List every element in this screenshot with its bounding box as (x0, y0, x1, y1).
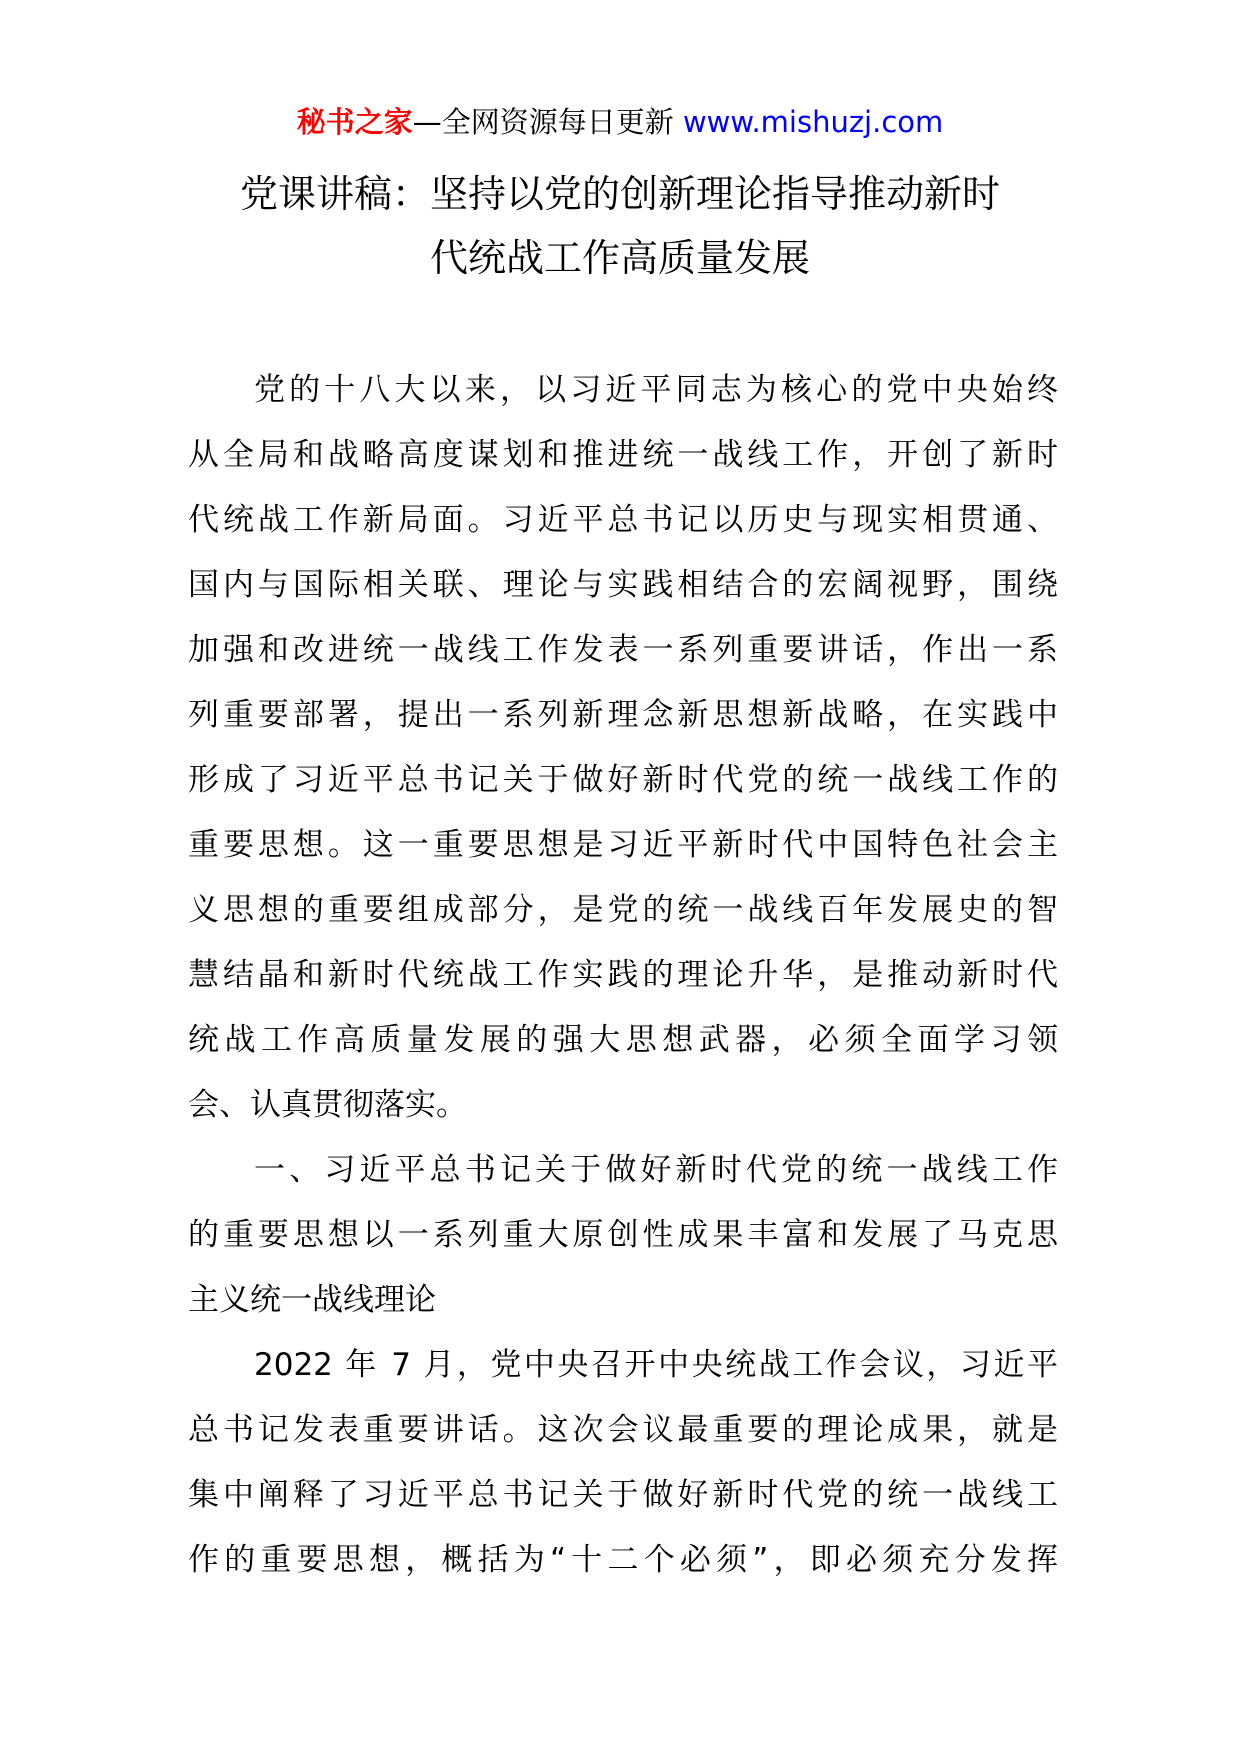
title-line-1: 党课讲稿：坚持以党的创新理论指导推动新时 (239, 172, 1000, 216)
header-slogan: —全网资源每日更新 (412, 105, 683, 139)
paragraph-1-line: 列重要部署，提出一系列新理念新思想新战略，在实践中 (188, 697, 1058, 733)
paragraph-1-line: 慧结晶和新时代统战工作实践的理论升华，是推动新时代 (188, 957, 1058, 993)
paragraph-1-last-line: 会、认真贯彻落实。 (188, 1087, 467, 1123)
title-line-2: 代统战工作高质量发展 (429, 236, 810, 280)
paragraph-1-line: 党的十八大以来，以习近平同志为核心的党中央始终 (254, 372, 1058, 408)
paragraph-2-line: 总书记发表重要讲话。这次会议最重要的理论成果，就是 (188, 1412, 1058, 1448)
paragraph-1-line: 形成了习近平总书记关于做好新时代党的统一战线工作的 (188, 762, 1058, 798)
section-heading-line: 的重要思想以一系列重大原创性成果丰富和发展了马克思 (188, 1217, 1058, 1253)
section-heading-line: 一、习近平总书记关于做好新时代党的统一战线工作 (254, 1152, 1058, 1188)
paragraph-1-line: 义思想的重要组成部分，是党的统一战线百年发展史的智 (188, 892, 1058, 928)
paragraph-1-line: 统战工作高质量发展的强大思想武器，必须全面学习领 (188, 1022, 1058, 1058)
document-body (188, 358, 1058, 1593)
section-heading-last-line: 主义统一战线理论 (188, 1282, 436, 1318)
paragraph-1-line: 加强和改进统一战线工作发表一系列重要讲话，作出一系 (188, 632, 1058, 668)
document-title (190, 162, 1050, 290)
paragraph-2-line: 2022 年 7 月，党中央召开中央统战工作会议，习近平 (254, 1347, 1058, 1383)
paragraph-1-line: 国内与国际相关联、理论与实践相结合的宏阔视野，围绕 (188, 567, 1058, 603)
paragraph-1-line: 从全局和战略高度谋划和推进统一战线工作，开创了新时 (188, 437, 1058, 473)
paragraph-2-line: 作的重要思想，概括为“十二个必须”，即必须充分发挥 (188, 1542, 1058, 1578)
paragraph-1-line: 重要思想。这一重要思想是习近平新时代中国特色社会主 (188, 827, 1058, 863)
site-header (0, 102, 1240, 142)
paragraph-2-line: 集中阐释了习近平总书记关于做好新时代党的统一战线工 (188, 1477, 1058, 1513)
paragraph-1-line: 代统战工作新局面。习近平总书记以历史与现实相贯通、 (188, 502, 1058, 538)
site-url-link[interactable]: www.mishuzj.com (682, 105, 944, 139)
brand-name: 秘书之家 (296, 105, 413, 139)
